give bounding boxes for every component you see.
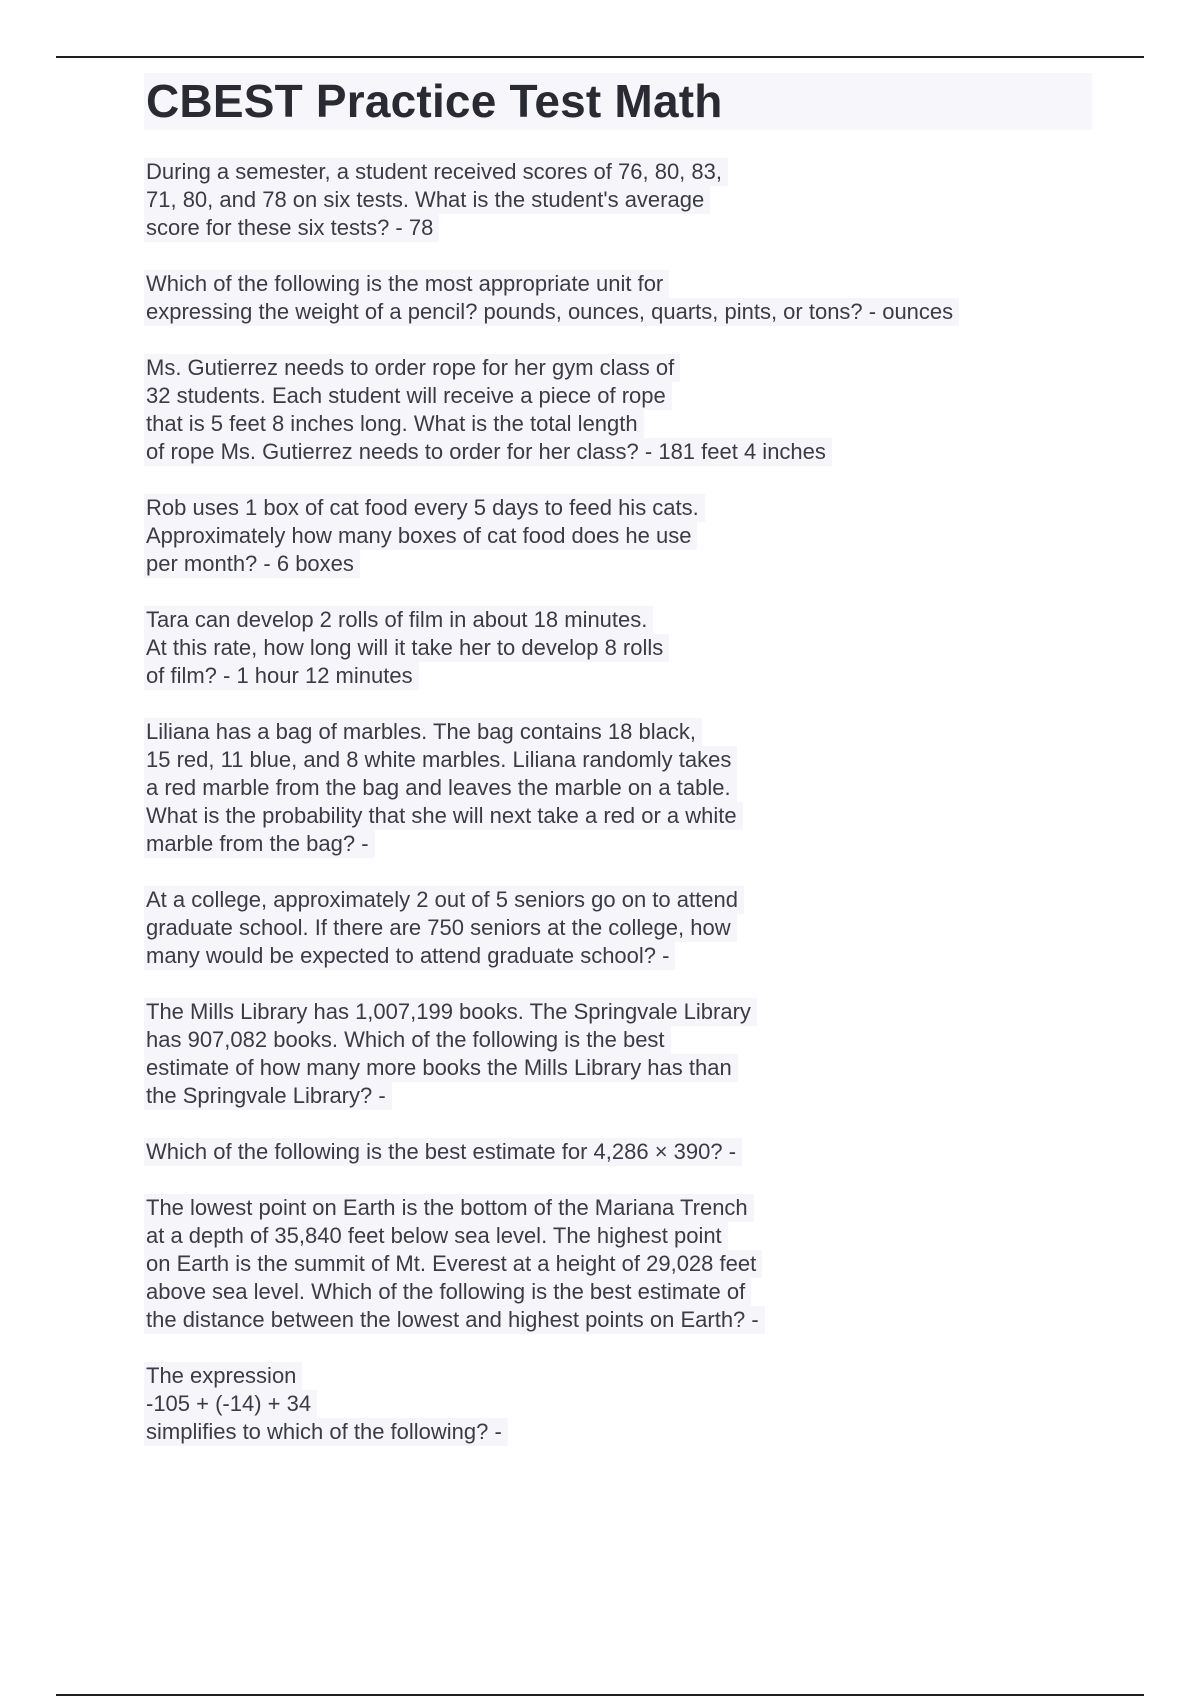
- question-line: expressing the weight of a pencil? pounds, ounces, quarts, pints, or tons? - ounces: [144, 298, 959, 326]
- question-line: on Earth is the summit of Mt. Everest at a height of 29,028 feet: [144, 1250, 762, 1278]
- bottom-rule: [56, 1694, 1144, 1696]
- question-line: a red marble from the bag and leaves the marble on a table.: [144, 774, 737, 802]
- question-line: score for these six tests? - 78: [144, 214, 439, 242]
- question-line: Liliana has a bag of marbles. The bag contains 18 black,: [144, 718, 702, 746]
- question-line: At a college, approximately 2 out of 5 seniors go on to attend: [144, 886, 744, 914]
- question-line: at a depth of 35,840 feet below sea level. The highest point: [144, 1222, 728, 1250]
- question-line: The lowest point on Earth is the bottom of the Mariana Trench: [144, 1194, 754, 1222]
- question-line: Which of the following is the most appropriate unit for: [144, 270, 669, 298]
- question-line: the Springvale Library? -: [144, 1082, 392, 1110]
- question-4: [144, 494, 1092, 578]
- question-line: of rope Ms. Gutierrez needs to order for her class? - 181 feet 4 inches: [144, 438, 832, 466]
- document-title: CBEST Practice Test Math: [144, 73, 1092, 130]
- question-line: above sea level. Which of the following is the best estimate of: [144, 1278, 751, 1306]
- question-line: Ms. Gutierrez needs to order rope for her gym class of: [144, 354, 680, 382]
- question-line: Approximately how many boxes of cat food does he use: [144, 522, 697, 550]
- question-line: Rob uses 1 box of cat food every 5 days to feed his cats.: [144, 494, 705, 522]
- question-7: [144, 886, 1092, 970]
- question-line: estimate of how many more books the Mills Library has than: [144, 1054, 738, 1082]
- question-9: [144, 1138, 1092, 1166]
- question-line: What is the probability that she will next take a red or a white: [144, 802, 743, 830]
- question-line: 71, 80, and 78 on six tests. What is the student's average: [144, 186, 710, 214]
- question-1: [144, 158, 1092, 242]
- question-line: 32 students. Each student will receive a piece of rope: [144, 382, 672, 410]
- question-6: [144, 718, 1092, 858]
- document-body: [144, 73, 1092, 1474]
- question-line: simplifies to which of the following? -: [144, 1418, 508, 1446]
- question-line: marble from the bag? -: [144, 830, 375, 858]
- question-3: [144, 354, 1092, 466]
- question-11: [144, 1362, 1092, 1446]
- question-5: [144, 606, 1092, 690]
- question-line: -105 + (-14) + 34: [144, 1390, 317, 1418]
- question-line: During a semester, a student received scores of 76, 80, 83,: [144, 158, 728, 186]
- question-line: The Mills Library has 1,007,199 books. The Springvale Library: [144, 998, 757, 1026]
- question-line: Which of the following is the best estimate for 4,286 × 390? -: [144, 1138, 742, 1166]
- question-line: of film? - 1 hour 12 minutes: [144, 662, 419, 690]
- question-line: The expression: [144, 1362, 302, 1390]
- question-2: [144, 270, 1092, 326]
- question-line: 15 red, 11 blue, and 8 white marbles. Liliana randomly takes: [144, 746, 737, 774]
- question-10: [144, 1194, 1092, 1334]
- question-line: many would be expected to attend graduate school? -: [144, 942, 675, 970]
- question-line: that is 5 feet 8 inches long. What is the total length: [144, 410, 644, 438]
- question-line: has 907,082 books. Which of the following is the best: [144, 1026, 671, 1054]
- question-line: graduate school. If there are 750 seniors at the college, how: [144, 914, 737, 942]
- question-line: the distance between the lowest and highest points on Earth? -: [144, 1306, 765, 1334]
- question-line: Tara can develop 2 rolls of film in about 18 minutes.: [144, 606, 653, 634]
- top-rule: [56, 56, 1144, 58]
- question-line: per month? - 6 boxes: [144, 550, 360, 578]
- question-line: At this rate, how long will it take her to develop 8 rolls: [144, 634, 669, 662]
- question-8: [144, 998, 1092, 1110]
